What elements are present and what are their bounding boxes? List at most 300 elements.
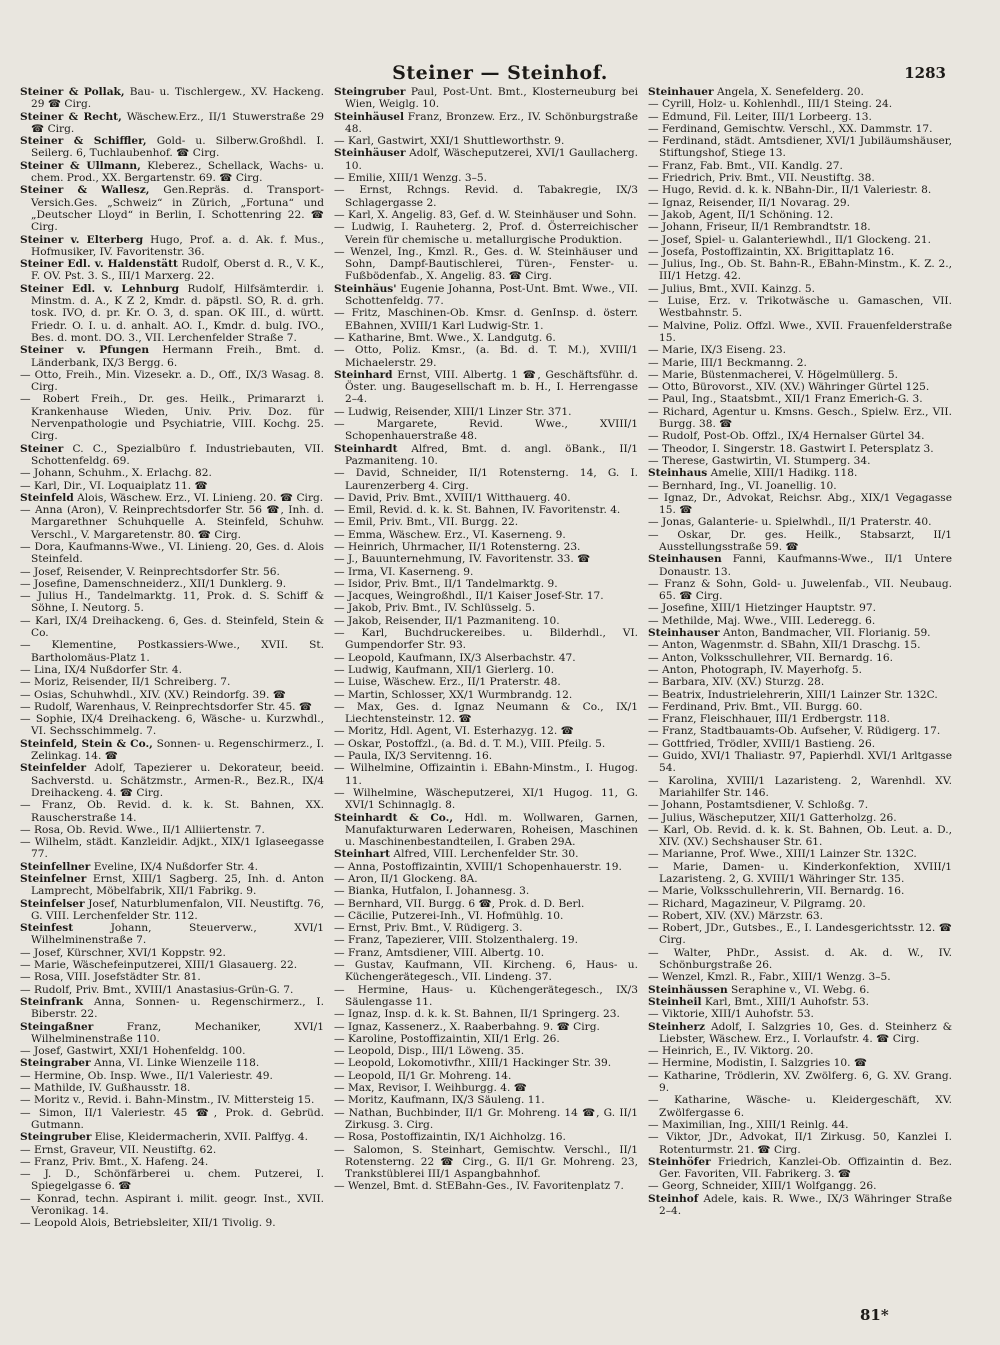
directory-entry xyxy=(20,393,324,442)
entry-text: — Marie, Büstenmacherei, V. Högelmüllerg. 5. xyxy=(648,368,899,381)
directory-entry xyxy=(334,1107,638,1132)
entry-text: — Wenzel, Bmt. d. StEBahn-Ges., IV. Favoritenplatz 7. xyxy=(334,1180,624,1193)
entry-text: Ernst, XIII/1 Sagberg. 25, Inh. d. Anton Lamprecht, Möbelfabrik, XII/1 Fabrikg. 9. xyxy=(31,873,324,898)
entry-headword: Steinhauser xyxy=(648,627,720,640)
entry-text: — Karl, Dir., VI. Loquaiplatz 11. ☎ xyxy=(20,479,208,492)
directory-entry xyxy=(648,197,952,209)
directory-entry xyxy=(334,615,638,627)
directory-entry xyxy=(648,160,952,172)
entry-text: — Malvine, Poliz. Offzl. Wwe., XVII. Frauenfelderstraße 15. xyxy=(648,319,952,344)
entry-text: Adele, kais. R. Wwe., IX/3 Währinger Straße 2–4. xyxy=(659,1192,952,1218)
page-number: 1283 xyxy=(904,64,946,82)
entry-text: — Aron, II/1 Glockeng. 8A. xyxy=(334,873,478,885)
directory-entry xyxy=(20,480,324,492)
entry-text: Sonnen- u. Regenschirmerz., I. Zelinkag. 14. ☎ xyxy=(31,737,324,763)
directory-entry xyxy=(648,480,952,492)
directory-entry xyxy=(20,492,324,504)
entry-text: — Julius H., Tandelmarktg. 11, Prok. d. S. Schiff & Söhne, I. Neutorg. 5. xyxy=(20,590,324,615)
entry-text: — Leopold Alois, Betriebsleiter, XII/1 Tivolig. 9. xyxy=(20,1217,276,1230)
entry-text: — Josef, Reisender, V. Reinprechtsdorfer Str. 56. xyxy=(20,565,280,578)
directory-entry xyxy=(20,1107,324,1132)
entry-text: Kleberez., Schellack, Wachs- u. chem. Prod., XX. Bergartenstr. 69. ☎ Cirg. xyxy=(31,159,324,185)
entry-headword: Steinheil xyxy=(648,995,702,1008)
directory-entry xyxy=(648,652,952,664)
entry-text: — Jakob, Agent, II/1 Schöning. 12. xyxy=(648,208,834,221)
entry-text: — Franz, Amtsdiener, VIII. Albertg. 10. xyxy=(334,946,545,959)
directory-entry xyxy=(334,1045,638,1057)
entry-text: — Cyrill, Holz- u. Kohlenhdl., III/1 Steing. 24. xyxy=(648,98,893,111)
directory-entry xyxy=(648,221,952,233)
directory-entry xyxy=(334,898,638,910)
entry-text: — Richard, Magazineur, V. Pilgramg. 20. xyxy=(648,897,866,910)
entry-text: Wäschew.Erz., II/1 Stuwerstraße 29 ☎ Cirg. xyxy=(31,110,324,135)
directory-entry xyxy=(334,135,638,147)
directory-entry xyxy=(334,307,638,332)
directory-entry xyxy=(648,1131,952,1156)
entry-text: — Rudolf, Priv. Bmt., XVIII/1 Anastasius-Grün-G. 7. xyxy=(20,983,294,996)
directory-entry xyxy=(334,1082,638,1094)
directory-entry xyxy=(20,676,324,688)
entry-headword: Steinhäussen xyxy=(648,983,728,996)
entry-text: — Katharine, Wäsche- u. Kleidergeschäft, XV. Zwölfergasse 6. xyxy=(648,1094,952,1119)
directory-entry xyxy=(648,898,952,910)
directory-entry xyxy=(334,602,638,614)
directory-entry xyxy=(648,135,952,160)
directory-entry xyxy=(20,762,324,799)
directory-entry xyxy=(334,566,638,578)
entry-text: — Franz, Tapezierer, VIII. Stolzenthalerg. 19. xyxy=(334,934,579,947)
entry-text: — Otto, Bürovorst., XIV. (XV.) Währinger Gürtel 125. xyxy=(648,381,930,394)
directory-entry xyxy=(334,332,638,344)
entry-text: Eugenie Johanna, Post-Unt. Bmt. Wwe., VII. Schottenfeldg. 77. xyxy=(345,282,638,308)
directory-entry xyxy=(334,1180,638,1192)
directory-entry xyxy=(20,996,324,1021)
entry-headword: Steingaßner xyxy=(20,1020,94,1033)
entry-text: Hermann Freih., Bmt. d. Länderbank, IX/3 Bergg. 6. xyxy=(31,344,324,369)
entry-text: — Dora, Kaufmanns-Wwe., VI. Linieng. 20, Ges. d. Alois Steinfeld. xyxy=(20,540,324,566)
entry-text: — Moritz, Kaufmann, IX/3 Säuleng. 11. xyxy=(334,1094,545,1107)
entry-text: — Moriz, Reisender, II/1 Schreiberg. 7. xyxy=(20,676,231,689)
directory-entry xyxy=(334,1070,638,1082)
directory-entry xyxy=(20,1045,324,1057)
entry-text: — David, Schneider, II/1 Rotensterng. 14, G. I. Laurenzerberg 4. Cirg. xyxy=(334,467,638,492)
entry-headword: Steinhardt xyxy=(334,442,398,455)
entry-text: — Heinrich, E., IV. Viktorg. 20. xyxy=(648,1045,814,1058)
entry-text: — Emil, Revid. d. k. k. St. Bahnen, IV. Favoritenstr. 4. xyxy=(334,504,621,517)
directory-entry xyxy=(334,652,638,664)
entry-text: — Jonas, Galanterie- u. Spielwhdl., II/1 Praterstr. 40. xyxy=(648,516,932,529)
entry-text: — Emilie, XIII/1 Wenzg. 3–5. xyxy=(334,172,488,185)
entry-text: C. C., Spezialbüro f. Industriebauten, VII. Schottenfeldg. 69. xyxy=(31,442,324,467)
entry-headword: Steingraber xyxy=(20,1057,91,1070)
directory-entry xyxy=(334,762,638,787)
directory-entry xyxy=(648,848,952,860)
directory-entry xyxy=(648,467,952,479)
entry-text: — Ernst, Rchngs. Revid. d. Tabakregie, IX/3 Schlagergasse 2. xyxy=(334,184,638,209)
entry-headword: Steinfelner xyxy=(20,873,87,885)
directory-entry xyxy=(648,812,952,824)
column-3 xyxy=(648,86,952,1311)
entry-headword: Steiner xyxy=(20,442,64,455)
entry-text: — Ferdinand, Priv. Bmt., VII. Burgg. 60. xyxy=(648,700,863,713)
entry-text: — Ernst, Priv. Bmt., V. Rüdigerg. 3. xyxy=(334,922,523,935)
directory-entry xyxy=(334,590,638,602)
directory-entry xyxy=(334,529,638,541)
directory-entry xyxy=(20,344,324,369)
column-2 xyxy=(334,86,638,1311)
directory-entry xyxy=(20,898,324,923)
entry-text: — Ferdinand, Gemischtw. Verschl., XX. Dammstr. 17. xyxy=(648,122,933,135)
directory-entry xyxy=(648,86,952,98)
entry-text: — Gottfried, Trödler, XVIII/1 Bastieng. 26. xyxy=(648,737,876,750)
entry-text: — Julius, Ing., Ob. St. Bahn-R., EBahn-Minstm., K. Z. 2., III/1 Hetzg. 42. xyxy=(648,258,952,283)
entry-text: — Josefa, Postoffizaintin, XX. Brigittaplatz 16. xyxy=(648,245,895,258)
entry-text: — Moritz, Hdl. Agent, VI. Esterhazyg. 12. ☎ xyxy=(334,725,574,738)
directory-entry xyxy=(20,824,324,836)
directory-entry xyxy=(334,86,638,111)
directory-entry xyxy=(334,676,638,688)
entry-text: — Anton, Wagenmstr. d. SBahn, XII/1 Draschg. 15. xyxy=(648,639,921,652)
directory-entry xyxy=(648,602,952,614)
entry-text: — Bernhard, Ing., VI. Joanellig. 10. xyxy=(648,479,837,492)
directory-entry xyxy=(334,922,638,934)
directory-entry xyxy=(334,467,638,492)
entry-text: Alfred, Bmt. d. angl. öBank., II/1 Pazmaniteng. 10. xyxy=(345,442,638,467)
directory-entry xyxy=(20,1094,324,1106)
entry-text: — Wenzel, Kmzl. R., Fabr., XIII/1 Wenzg. 3–5. xyxy=(648,971,891,984)
entry-text: — Hermine, Haus- u. Küchengerätegesch., IX/3 Säulengasse 11. xyxy=(334,983,638,1008)
entry-headword: Steinhart xyxy=(334,848,391,861)
entry-text: — Leopold, II/1 Gr. Mohreng. 14. xyxy=(334,1069,512,1082)
directory-entry xyxy=(20,922,324,947)
entry-headword: Steinhäusel xyxy=(334,110,405,123)
entry-text: — Robert, XIV. (XV.) Märzstr. 63. xyxy=(648,909,824,922)
entry-text: — Karl, Buchdruckereibes. u. Bilderhdl., VI. Gumpendorfer Str. 93. xyxy=(334,627,638,652)
directory-entry xyxy=(648,1180,952,1192)
entry-text: — Wilhelmine, Offizaintin i. EBahn-Minstm., I. Hugog. 11. xyxy=(334,762,638,787)
directory-entry xyxy=(334,861,638,873)
entry-text: Rudolf, Hilfsämterdir. i. Minstm. d. A., K Z 2, Kmdr. d. päpstl. SO, R. d. grh. tosk. IVO, d. pr. Kr. O. 3, d. span. OK III., d. württ. Friedr. O. I. u. d. anhalt. AO. I., Kmdr. d. bulg. IVO., Bes. d. mont. DO. 3., VII. Lerchenfelder Straße 7. xyxy=(31,282,324,344)
entry-text: — Ernst, Graveur, VII. Neustiftg. 62. xyxy=(20,1143,217,1156)
entry-text: — Josef, Kürschner, XVI/1 Koppstr. 92. xyxy=(20,946,226,959)
entry-text: — Maximilian, Ing., XIII/1 Reinlg. 44. xyxy=(648,1118,849,1131)
entry-text: Friedrich, Kanzlei-Ob. Offizaintin d. Bez. Ger. Favoriten, VII. Fabrikerg. 3. ☎ xyxy=(659,1155,952,1181)
directory-entry xyxy=(648,1070,952,1095)
entry-text: — Bianka, Hutfalon, I. Johannesg. 3. xyxy=(334,885,530,898)
entry-text: — Richard, Agentur u. Kmsns. Gesch., Spielw. Erz., VII. Burgg. 38. ☎ xyxy=(648,405,952,431)
entry-text: Rudolf, Oberst d. R., V. K., F. OV. Pst. 3. S., III/1 Marxerg. 22. xyxy=(31,258,324,283)
entry-text: Adolf, Wäscheputzerei, XVI/1 Gaullacherg. 10. xyxy=(345,147,638,172)
directory-entry xyxy=(648,578,952,603)
entry-text: — Edmund, Fil. Leiter, III/1 Lorbeerg. 13. xyxy=(648,110,872,123)
directory-entry xyxy=(334,959,638,984)
entry-text: — Ignaz, Reisender, II/1 Novarag. 29. xyxy=(648,196,850,209)
entry-headword: Steinhäuser xyxy=(334,147,406,160)
entry-text: — Emma, Wäschew. Erz., VI. Kaserneng. 9. xyxy=(334,528,566,541)
directory-entry xyxy=(648,750,952,775)
directory-entry xyxy=(334,738,638,750)
entry-text: — Katharine, Bmt. Wwe., X. Landgutg. 6. xyxy=(334,331,556,344)
directory-entry xyxy=(648,676,952,688)
directory-entry xyxy=(648,430,952,442)
directory-entry xyxy=(648,885,952,897)
directory-entry xyxy=(648,234,952,246)
entry-text: — Klementine, Postkassiers-Wwe., XVII. St. Bartholomäus-Platz 1. xyxy=(20,639,324,664)
entry-text: Anna, VI. Linke Wienzeile 118. xyxy=(90,1057,260,1070)
entry-text: — Robert Freih., Dr. ges. Heilk., Primararzt i. Krankenhause Wieden, Univ. Priv. Doz. für Nervenpathologie und Psychiatrie, VIII. Kochg. 25. Cirg. xyxy=(20,393,324,443)
entry-text: — Wilhelmine, Wäscheputzerei, XI/1 Hugog. 11, G. XVI/1 Schinnaglg. 8. xyxy=(334,786,638,812)
entry-text: — Hermine, Modistin, I. Salzgries 10. ☎ xyxy=(648,1057,868,1070)
entry-text: Gen.Repräs. d. Transport-Versich.Ges. „Schweiz“ in Zürich, „Fortuna“ und „Deutscher Lloyd“ in Berlin, I. Schottenring 22. ☎ Cirg. xyxy=(31,184,324,234)
directory-entry xyxy=(648,529,952,554)
entry-text: — Rosa, VIII. Josefstädter Str. 81. xyxy=(20,971,201,984)
entry-text: — Simon, II/1 Valeriestr. 45 ☎, Prok. d. Gebrüd. Gutmann. xyxy=(20,1106,324,1131)
entry-headword: Steinhardt & Co., xyxy=(334,811,454,824)
directory-entry xyxy=(648,922,952,947)
entry-text: — Fritz, Maschinen-Ob. Kmsr. d. GenInsp. d. österr. EBahnen, XVIII/1 Karl Ludwig-Str. 1. xyxy=(334,307,638,332)
entry-text: — Franz, Stadtbauamts-Ob. Aufseher, V. Rüdigerg. 17. xyxy=(648,725,941,738)
directory-entry xyxy=(648,492,952,517)
entry-text: — Heinrich, Uhrmacher, II/1 Rotensterng. 23. xyxy=(334,540,581,553)
entry-text: — Karoline, Postoffizaintin, XII/1 Erlg. 26. xyxy=(334,1032,560,1045)
entry-headword: Steinfelser xyxy=(20,897,85,910)
entry-text: — Bernhard, VII. Burgg. 6 ☎, Prok. d. D. Berl. xyxy=(334,897,585,910)
directory-entry xyxy=(20,86,324,111)
directory-entry xyxy=(648,516,952,528)
entry-text: Anton, Bandmacher, VII. Florianig. 59. xyxy=(719,627,931,640)
directory-entry xyxy=(334,344,638,369)
entry-text: — Wenzel, Ing., Kmzl. R., Ges. d. W. Steinhäuser und Sohn, Dampf-Bautischlerei, Türen-, Fenster- u. Fußbödenfab., X. Angelig. 83. ☎ Cirg. xyxy=(334,245,638,283)
directory-entry xyxy=(334,209,638,221)
entry-text: — Luise, Wäschew. Erz., II/1 Praterstr. 48. xyxy=(334,676,561,689)
directory-entry xyxy=(648,209,952,221)
entry-text: — Martin, Schlosser, XX/1 Wurmbrandg. 12. xyxy=(334,688,573,701)
directory-entry xyxy=(334,1094,638,1106)
directory-entry xyxy=(20,738,324,763)
entry-text: — Guido, XVI/1 Thaliastr. 97, Papierhdl. XVI/1 Arltgasse 54. xyxy=(648,750,952,775)
directory-entry xyxy=(20,283,324,344)
directory-entry xyxy=(334,1033,638,1045)
entry-text: Josef, Naturblumenfalon, VII. Neustiftg. 76, G. VIII. Lerchenfelder Str. 112. xyxy=(31,897,324,922)
entry-text: — Marie, Damen- u. Kinderkonfektion, XVIII/1 Lazaristeng. 2, G. XVIII/1 Währinger Str. 135. xyxy=(648,860,952,885)
directory-entry xyxy=(334,147,638,172)
entry-text: Hdl. m. Wollwaren, Garnen, Manufakturwaren Lederwaren, Roheisen, Maschinen u. Maschinenbestandteilen, I. Graben 29A. xyxy=(345,811,638,849)
directory-entry xyxy=(334,984,638,1009)
directory-entry xyxy=(648,1193,952,1218)
directory-entry xyxy=(648,996,952,1008)
directory-entry xyxy=(648,369,952,381)
entry-text: — Josefine, XIII/1 Hietzinger Hauptstr. 97. xyxy=(648,602,876,615)
directory-entry xyxy=(648,184,952,196)
entry-headword: Steinherz xyxy=(648,1020,706,1033)
directory-entry xyxy=(648,393,952,405)
entry-text: — Hermine, Ob. Insp. Wwe., II/1 Valeriestr. 49. xyxy=(20,1069,273,1082)
entry-text: Franz, Mechaniker, XVI/1 Wilhelminenstraße 110. xyxy=(31,1020,324,1045)
entry-text: — Salomon, S. Steinhart, Gemischtw. Verschl., II/1 Rotensterng. 22 ☎ Cirg., G. II/1 Gr. Mohreng. 23, Trankstüblerei III/1 Aspangbahnhof. xyxy=(334,1143,638,1181)
entry-text: — Rudolf, Warenhaus, V. Reinprechtsdorfer Str. 45. ☎ xyxy=(20,700,313,713)
directory-entry xyxy=(648,1119,952,1131)
directory-entry xyxy=(20,1057,324,1069)
entry-text: Angela, X. Senefelderg. 20. xyxy=(713,86,864,98)
entry-headword: Steinhard xyxy=(334,368,393,381)
entry-text: — Rosa, Postoffizaintin, IX/1 Aichholzg. 16. xyxy=(334,1131,566,1144)
directory-entry xyxy=(648,246,952,258)
entry-text: — Anton, Photograph, IV. Mayerhofg. 5. xyxy=(648,663,863,676)
directory-entry xyxy=(20,111,324,136)
entry-text: Seraphine v., VI. Webg. 6. xyxy=(727,983,870,996)
directory-entry xyxy=(334,787,638,812)
directory-entry xyxy=(648,615,952,627)
entry-text: — Robert, JDr., Gutsbes., E., I. Landesgerichtsstr. 12. ☎ Cirg. xyxy=(648,922,952,947)
directory-entry xyxy=(648,689,952,701)
entry-text: — Katharine, Trödlerin, XV. Zwölferg. 6, G. XV. Grang. 9. xyxy=(648,1069,952,1095)
entry-text: — Ludwig, Kaufmann, XII/1 Gierlerg. 10. xyxy=(334,663,555,676)
directory-entry xyxy=(20,541,324,566)
entry-text: Johann, Steuerverw., XVI/1 Wilhelminenstraße 7. xyxy=(31,922,324,947)
directory-entry xyxy=(648,639,952,651)
entry-text: — Leopold, Lokomotivfhr., XIII/1 Hackinger Str. 39. xyxy=(334,1057,612,1070)
entry-text: — J. D., Schönfärberei u. chem. Putzerei, I. Spiegelgasse 6. ☎ xyxy=(20,1168,324,1193)
directory-entry xyxy=(648,295,952,320)
entry-headword: Steinfrank xyxy=(20,995,84,1008)
directory-entry xyxy=(20,947,324,959)
entry-text: — Oskar, Dr. ges. Heilk., Stabsarzt, II/1 Ausstellungsstraße 59. ☎ xyxy=(648,528,952,553)
directory-entry xyxy=(334,725,638,737)
directory-entry xyxy=(334,910,638,922)
directory-entry xyxy=(334,1008,638,1020)
entry-text: — Viktor, JDr., Advokat, II/1 Zirkusg. 50, Kanzlei I. Rotenturmstr. 21. ☎ Cirg. xyxy=(648,1131,952,1156)
entry-text: — Sophie, IX/4 Dreihackeng. 6, Wäsche- u. Kurzwhdl., VI. Sechsschimmelg. 7. xyxy=(20,713,324,738)
entry-text: Bau- u. Tischlergew., XV. Hackeng. 29 ☎ Cirg. xyxy=(31,86,324,111)
entry-text: — Max, Ges. d. Ignaz Neumann & Co., IX/1 Liechtensteinstr. 12. ☎ xyxy=(334,700,638,726)
entry-text: — Johann, Schuhm., X. Erlachg. 82. xyxy=(20,467,212,480)
directory-entry xyxy=(20,135,324,160)
entry-text: — Anna, Postoffizaintin, XVIII/1 Schopenhauerstr. 19. xyxy=(334,860,622,873)
entry-text: — Marianne, Prof. Wwe., XIII/1 Lainzer Str. 132C. xyxy=(648,848,917,861)
entry-text: — Marie, Wäschefeinputzerei, XIII/1 Glasauerg. 22. xyxy=(20,959,298,972)
entry-text: — Margarete, Revid. Wwe., XVIII/1 Schopenhauerstraße 48. xyxy=(334,418,638,443)
entry-text: — Friedrich, Priv. Bmt., VII. Neustiftg. 38. xyxy=(648,172,875,185)
directory-entry xyxy=(334,848,638,860)
entry-text: — Franz, Fab. Bmt., VII. Kandlg. 27. xyxy=(648,159,843,172)
directory-entry xyxy=(20,578,324,590)
directory-entry xyxy=(20,1082,324,1094)
directory-entry xyxy=(648,344,952,356)
directory-entry xyxy=(20,689,324,701)
entry-headword: Steiner & Recht, xyxy=(20,110,122,123)
entry-text: — Viktorie, XIII/1 Auhofstr. 53. xyxy=(648,1008,814,1021)
entry-text: Amelie, XIII/1 Hadikg. 118. xyxy=(707,467,858,480)
directory-entry xyxy=(334,689,638,701)
directory-entry xyxy=(20,873,324,898)
directory-entry xyxy=(648,1021,952,1046)
directory-entry xyxy=(20,1193,324,1218)
entry-text: — Rudolf, Post-Ob. Offzl., IX/4 Hernalser Gürtel 34. xyxy=(648,430,925,443)
directory-entry xyxy=(648,1057,952,1069)
directory-entry xyxy=(334,184,638,209)
entry-text: — Rosa, Ob. Revid. Wwe., II/1 Alliiertenstr. 7. xyxy=(20,823,265,836)
entry-text: — Karl, IX/4 Dreihackeng. 6, Ges. d. Steinfeld, Stein & Co. xyxy=(20,614,324,640)
directory-entry xyxy=(20,590,324,615)
entry-headword: Steinfellner xyxy=(20,860,91,873)
entry-headword: Steiner & Pollak, xyxy=(20,86,125,98)
entry-text: — Jakob, Priv. Bmt., IV. Schlüsselg. 5. xyxy=(334,602,536,615)
directory-entry xyxy=(20,1144,324,1156)
directory-entry xyxy=(334,553,638,565)
entry-text: — Ignaz, Insp. d. k. k. St. Bahnen, II/1 Springerg. 23. xyxy=(334,1008,620,1021)
entry-text: Elise, Kleidermacherin, XVII. Palffyg. 4. xyxy=(91,1131,309,1144)
entry-text: — Anton, Volksschullehrer, VII. Bernardg. 16. xyxy=(648,651,893,664)
entry-text: — Julius, Wäscheputzer, XII/1 Gatterholzg. 26. xyxy=(648,811,897,824)
entry-text: — Marie, Volksschullehrerin, VII. Bernardg. 16. xyxy=(648,885,905,898)
entry-text: — Leopold, Kaufmann, IX/3 Alserbachstr. 47. xyxy=(334,651,576,664)
directory-entry xyxy=(20,443,324,468)
entry-text: — Gustav, Kaufmann, VII. Kircheng. 6, Haus- u. Küchengerätegesch., VII. Lindeng. 37. xyxy=(334,959,638,984)
directory-entry xyxy=(648,320,952,345)
directory-entry xyxy=(648,406,952,431)
entry-headword: Steinhauer xyxy=(648,86,714,98)
entry-text: Paul, Post-Unt. Bmt., Klosterneuburg bei Wien, Weiglg. 10. xyxy=(345,86,638,111)
entry-text: — Osias, Schuhwhdl., XIV. (XV.) Reindorfg. 39. ☎ xyxy=(20,688,286,701)
entry-text: — Ludwig, Reisender, XIII/1 Linzer Str. 371. xyxy=(334,405,572,418)
directory-entry xyxy=(20,984,324,996)
directory-entry xyxy=(648,627,952,639)
entry-text: — Franz, Ob. Revid. d. k. k. St. Bahnen, XX. Rauscherstraße 14. xyxy=(20,799,324,824)
directory-entry xyxy=(648,861,952,886)
directory-entry xyxy=(20,836,324,861)
entry-text: — Ludwig, I. Rauheterg. 2, Prof. d. Österreichischer Verein für chemische u. metallurgische Produktion. xyxy=(334,221,638,246)
directory-entry xyxy=(648,910,952,922)
entry-text: — Leopold, Disp., III/1 Löweng. 35. xyxy=(334,1045,525,1058)
entry-headword: Steinhaus xyxy=(648,467,708,480)
directory-entry xyxy=(334,443,638,468)
directory-entry xyxy=(648,357,952,369)
directory-entry xyxy=(648,971,952,983)
directory-entry xyxy=(20,1070,324,1082)
directory-entry xyxy=(648,1045,952,1057)
directory-entry xyxy=(20,713,324,738)
directory-entry xyxy=(20,1156,324,1168)
entry-text: — Marie, III/1 Beckmanng. 2. xyxy=(648,356,807,369)
directory-entry xyxy=(334,873,638,885)
entry-text: — Therese, Gastwirtin, VI. Stumperg. 34. xyxy=(648,454,871,467)
directory-entry xyxy=(648,553,952,578)
directory-entry xyxy=(20,799,324,824)
entry-headword: Steinfelder xyxy=(20,762,87,775)
directory-entry xyxy=(648,258,952,283)
directory-entry xyxy=(334,283,638,308)
entry-headword: Steiner & Schiffler, xyxy=(20,135,147,148)
entry-text: — Johann, Friseur, II/1 Rembrandtstr. 18. xyxy=(648,221,871,234)
directory-entry xyxy=(334,516,638,528)
entry-text: Ernst, VIII. Albertg. 1 ☎, Geschäftsführ. d. Öster. ung. Baugesellschaft m. b. H., I. Herrengasse 2–4. xyxy=(345,368,638,406)
entry-text: — Otto, Poliz. Kmsr., (a. Bd. d. T. M.), XVIII/1 Michaelerstr. 29. xyxy=(334,344,638,369)
entry-headword: Steiner Edl. v. Lehnburg xyxy=(20,282,180,295)
entry-text: Alfred, VIII. Lerchenfelder Str. 30. xyxy=(390,848,579,861)
entry-text: — Otto, Freih., Min. Vizesekr. a. D., Off., IX/3 Wasag. 8. Cirg. xyxy=(20,368,324,394)
entry-text: — J., Bauunternehmung, IV. Favoritenstr. 33. ☎ xyxy=(334,553,591,566)
entry-headword: Steiner Edl. v. Haldenstätt xyxy=(20,258,178,271)
entry-text: — Georg, Schneider, XIII/1 Wolfgangg. 26. xyxy=(648,1180,877,1193)
directory-entry xyxy=(648,775,952,800)
entry-headword: Steinfeld, Stein & Co., xyxy=(20,737,153,750)
entry-text: — Irma, VI. Kaserneng. 9. xyxy=(334,565,474,578)
entry-text: — Franz, Priv. Bmt., X. Hafeng. 24. xyxy=(20,1155,209,1168)
entry-headword: Steingruber xyxy=(20,1131,92,1144)
directory-entry xyxy=(334,812,638,849)
directory-entry xyxy=(334,406,638,418)
directory-entry xyxy=(334,885,638,897)
